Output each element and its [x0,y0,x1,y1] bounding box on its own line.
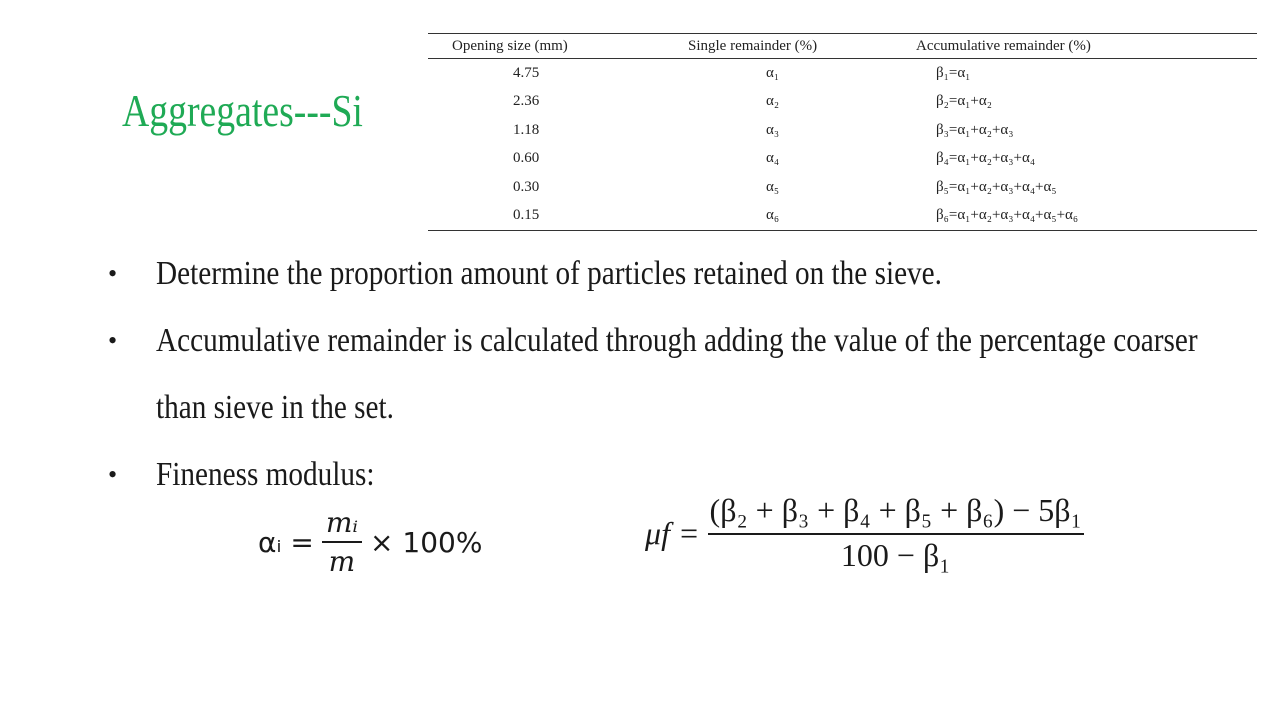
cell-opening-size: 2.36 [513,93,540,110]
cell-single-remainder: α₅ [766,178,780,195]
formula1-denominator: m [328,545,356,578]
single-remainder-formula [258,506,482,578]
formula2-numerator: (β₂ + β₃ + β₄ + β₅ + β₆) − 5β₁ [708,492,1084,535]
cell-accumulative-remainder: β₆=α₁+α₂+α₃+α₄+α₅+α₆ [916,202,1257,231]
bullet-item [108,240,1228,307]
bullet-text: Fineness modulus: [156,456,375,493]
cell-accumulative-remainder: β₁=α₁ [936,64,971,81]
bullet-icon: • [108,326,118,355]
formula1-lhs: αᵢ = [258,525,314,559]
bullet-text: Accumulative remainder is calculated through adding the value of the percentage coarser than sieve in the set. [156,322,1198,426]
formula2-lhs: μf = [645,514,700,551]
cell-accumulative-remainder: β₅=α₁+α₂+α₃+α₄+α₅ [936,178,1057,195]
formula1-rhs: × 100% [370,525,483,559]
header-single-remainder: Single remainder (%) [688,34,916,59]
bullet-icon: • [108,460,118,489]
formula1-fraction [322,506,362,578]
bullet-icon: • [108,259,118,288]
header-opening-size: Opening size (mm) [428,34,688,59]
sieve-table [428,33,1257,231]
cell-single-remainder: α₃ [766,121,780,138]
slide-title: Aggregates---Si [122,85,363,136]
formula1-numerator: mᵢ [322,506,362,543]
cell-accumulative-remainder: β₃=α₁+α₂+α₃ [936,121,1014,138]
header-accumulative-remainder: Accumulative remainder (%) [916,34,1257,59]
bullet-text: Determine the proportion amount of particles retained on the sieve. [156,255,942,292]
cell-single-remainder: α₁ [766,64,780,81]
table-row [428,88,1257,117]
cell-opening-size: 0.15 [428,202,688,231]
cell-opening-size: 0.30 [513,178,540,195]
bullet-list [108,240,1228,508]
table-header-row [428,34,1257,59]
cell-single-remainder: α₄ [766,150,780,167]
cell-accumulative-remainder: β₂=α₁+α₂ [936,93,992,110]
table-row [428,59,1257,88]
table-row [428,202,1257,231]
cell-accumulative-remainder: β₄=α₁+α₂+α₃+α₄ [936,150,1036,167]
bullet-item [108,307,1228,441]
fineness-modulus-formula [645,492,1092,574]
cell-opening-size: 4.75 [513,64,540,81]
cell-opening-size: 0.60 [513,150,540,167]
cell-opening-size: 1.18 [513,121,540,138]
formula2-denominator: 100 − β₁ [840,537,951,573]
table-row [428,116,1257,145]
cell-single-remainder: α₆ [688,202,916,231]
table-row [428,173,1257,202]
cell-single-remainder: α₂ [766,93,780,110]
table-row [428,145,1257,174]
formula2-fraction [708,492,1084,574]
